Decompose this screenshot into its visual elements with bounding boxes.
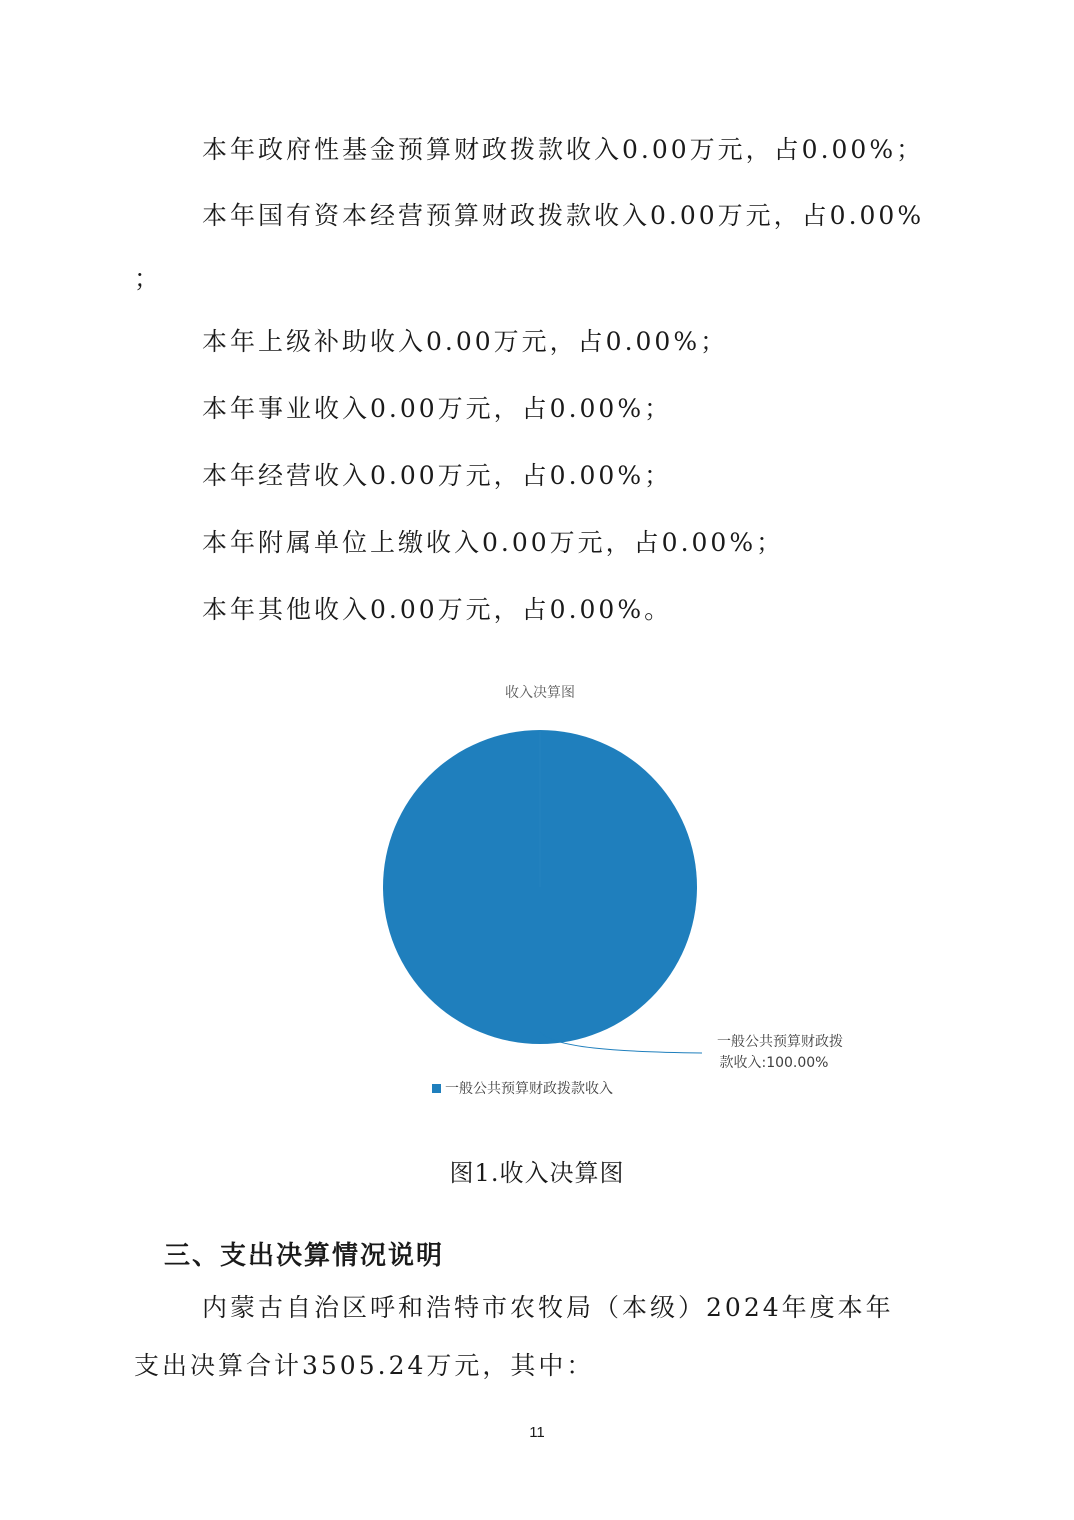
legend-label: 一般公共预算财政拨款收入 xyxy=(445,1081,613,1097)
section-heading: 三、支出决算情况说明 xyxy=(164,1241,445,1271)
paragraph-business-income: 本年事业收入0.00万元，占0.00%； xyxy=(202,394,673,423)
legend-swatch xyxy=(432,1084,441,1093)
income-pie-chart xyxy=(300,670,843,1110)
figure-caption: 图1.收入决算图 xyxy=(449,1159,625,1187)
paragraph-superior-subsidy: 本年上级补助收入0.00万元，占0.00%； xyxy=(202,327,729,356)
page-number: 11 xyxy=(529,1424,545,1441)
paragraph-state-capital: 本年国有资本经营预算财政拨款收入0.00万元，占0.00% xyxy=(202,201,925,230)
paragraph-other-income: 本年其他收入0.00万元，占0.00%。 xyxy=(202,595,673,624)
closing-paragraph-line2: 支出决算合计3505.24万元，其中： xyxy=(134,1351,595,1380)
paragraph-government-fund: 本年政府性基金预算财政拨款收入0.00万元，占0.00%； xyxy=(202,135,925,164)
paragraph-state-capital-continuation: ； xyxy=(134,264,163,293)
chart-title: 收入决算图 xyxy=(505,685,575,701)
paragraph-affiliated-unit-income: 本年附属单位上缴收入0.00万元，占0.00%； xyxy=(202,528,785,557)
paragraph-operating-income: 本年经营收入0.00万元，占0.00%； xyxy=(202,461,673,490)
closing-paragraph-line1: 内蒙古自治区呼和浩特市农牧局（本级）2024年度本年 xyxy=(202,1293,894,1322)
slice-data-label-line2: 款收入:100.00% xyxy=(719,1055,829,1071)
slice-data-label-line1: 一般公共预算财政拨 xyxy=(717,1034,843,1050)
